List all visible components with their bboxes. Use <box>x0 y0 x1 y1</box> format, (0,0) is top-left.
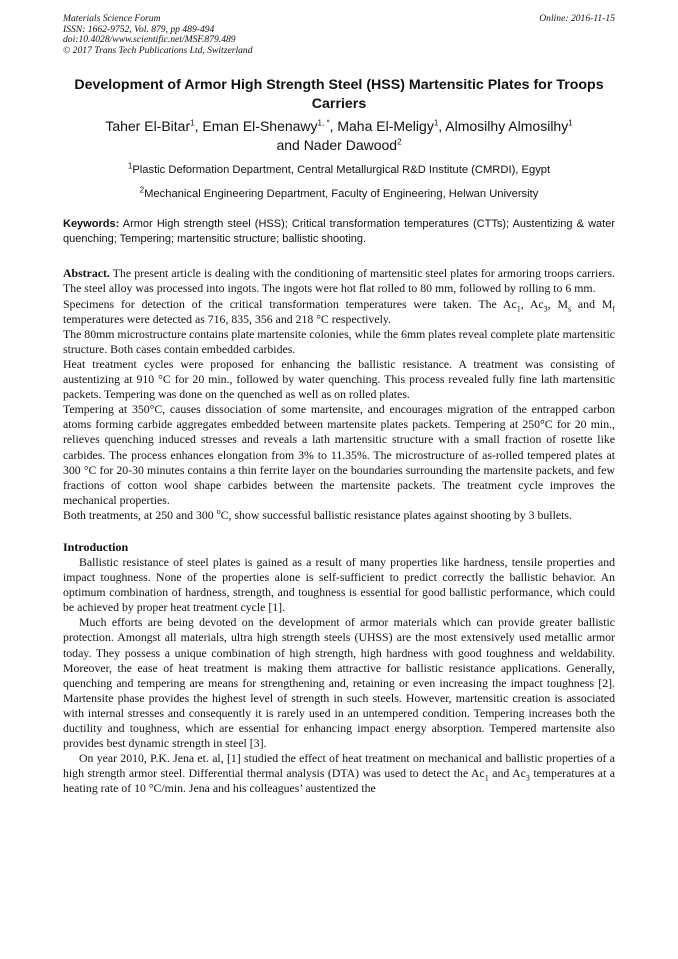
affiliation-text: Mechanical Engineering Department, Faculty of Engineering, Helwan University <box>144 188 539 201</box>
introduction-heading: Introduction <box>63 539 129 554</box>
journal-header <box>63 14 615 56</box>
author-name: Taher El-Bitar <box>105 118 191 135</box>
abstract-text: Both treatments, at 250 and 300 <box>63 507 217 522</box>
author-name: , Almosilhy Almosilhy <box>438 118 569 135</box>
subscript: 1 <box>516 303 521 313</box>
author-affiliation-mark: 1 <box>433 118 439 128</box>
keywords-label: Keywords: <box>63 218 120 231</box>
introduction-text: temperatures at a heating rate of 10 °C/min. Jena and his colleagues’ austentized the <box>63 766 615 796</box>
superscript: o <box>216 506 221 516</box>
affiliation-1 <box>63 163 615 177</box>
author-list <box>63 117 615 155</box>
introduction-paragraph <box>63 751 615 796</box>
abstract-text: temperatures were detected as 716, 835, 356 and 218 °C respectively. <box>63 311 391 326</box>
abstract-text: C, show successful ballistic resistance plates against shooting by 3 bullets. <box>220 507 572 522</box>
introduction-paragraph: Much efforts are being devoted on the development of armor materials which can provide greater ballistic protection. Amongst all materials, ultra high strength steels (UHSS) are the most extensively used metallic armor today. They possess a unique combination of high strength, high hardness with good toughness and weldability. Moreover, the ease of heat treatment is making them attractive for ballistic resistance applications. Generally, quenching and tempering are means for strengthening and, retaining or even increasing the impact toughness [2]. Martensite phase provides the highest level of strength in such steels. However, martensitic creation is associated with internal stresses and consequently it is rarely used in an untempered condition. Tempering increases both the ductility and toughness, which are essential for enhancing impact energy absorption. Tempered martensite also provides best dynamic strength in steel [3]. <box>63 615 615 751</box>
abstract-text: , M <box>547 296 568 311</box>
keywords-text: Armor High strength steel (HSS); Critical transformation temperatures (CTTs); Austentizing & water quenching; Tempering; martensitic structure; ballistic shooting. <box>63 218 615 246</box>
abstract-paragraph <box>63 297 615 327</box>
paper-page <box>63 14 615 796</box>
author-affiliation-mark: 1 <box>190 118 195 128</box>
abstract-paragraph <box>63 266 615 296</box>
abstract-paragraph: The 80mm microstructure contains plate martensite colonies, while the 6mm plates reveal complete plate martensitic structure. Both cases contain embedded carbides. <box>63 326 615 356</box>
subscript: 3 <box>543 303 548 313</box>
journal-name: Materials Science Forum <box>63 13 161 24</box>
author-affiliation-mark: 1 <box>568 118 573 128</box>
copyright-line: © 2017 Trans Tech Publications Ltd, Switzerland <box>63 44 253 56</box>
subscript: s <box>567 303 572 313</box>
author-affiliation-mark: 1, * <box>317 118 330 128</box>
subscript: 1 <box>484 773 489 783</box>
introduction-text: On year 2010, P.K. Jena et. al, [1] studied the effect of heat treatment on mechanical and ballistic properties of a high strength armor steel. Differential thermal analysis (DTA) was used to detect the Ac <box>63 751 615 781</box>
subscript: f <box>612 303 615 313</box>
doi-line[interactable]: doi:10.4028/www.scientific.net/MSF.879.489 <box>63 34 236 46</box>
abstract-label: Abstract. <box>63 266 110 281</box>
online-date: Online: 2016-11-15 <box>539 13 615 24</box>
author-name: and Nader Dawood <box>276 137 398 154</box>
author-affiliation-mark: 2 <box>397 137 402 147</box>
subscript: 3 <box>525 773 530 783</box>
issn-line: ISSN: 1662-9752, Vol. 879, pp 489-494 <box>63 23 215 35</box>
author-name: , Eman El-Shenawy <box>194 118 318 135</box>
abstract-text: and M <box>571 296 613 311</box>
author-name: , Maha El-Meligy <box>329 118 434 135</box>
abstract-text: , Ac <box>520 296 544 311</box>
abstract <box>63 266 615 523</box>
keywords <box>63 217 615 247</box>
abstract-paragraph: Heat treatment cycles were proposed for enhancing the ballistic resistance. A treatment was consisting of austentizing at 910 °C for 20 min., followed by water quenching. This process revealed fully fine lath martensitic packets. Tempering was done on the quenched as well as on rolled plates. <box>63 356 615 402</box>
introduction-paragraph: Ballistic resistance of steel plates is gained as a result of many properties like hardness, tensile properties and impact toughness. None of the properties alone is self-sufficient to predict correctly the ballistic behavior. An optimum combination of hardness, strength, and toughness is essential for good ballistic performance, which could be achieved by proper heat treatment cycle [1]. <box>63 554 615 615</box>
affiliation-text: Plastic Deformation Department, Central Metallurgical R&D Institute (CMRDI), Egypt <box>132 164 551 177</box>
affiliation-2 <box>63 187 615 201</box>
abstract-paragraph: Tempering at 350°C, causes dissociation of some martensite, and encourages migration of the entrapped carbon atoms forming carbide aggregates embedded between martensite plates packets. Tempering at 250°C for 20 min., relieves quenching induced stresses and reveals a lath martensitic structure with a small fraction of rosette like carbides. The process enhances elongation from 3% to 11.35%. The microstructure of as-rolled tempered plates at 300 °C for 20-30 minutes contains a thin ferrite layer on the boundaries surrounding the martensite packets, and few fractions of cotton wool shape carbides between the martensite packets. The treatment cycle improves the mechanical properties. <box>63 402 615 507</box>
affiliation-mark: 1 <box>127 161 133 171</box>
abstract-paragraph <box>63 508 615 523</box>
abstract-text: The present article is dealing with the conditioning of martensitic steel plates for armoring troops carriers. The steel alloy was processed into ingots. The ingots were hot flat rolled to 80 mm, followed by rolling to 6 mm. <box>63 266 615 296</box>
abstract-text: Specimens for detection of the critical transformation temperatures were taken. The Ac <box>63 296 517 311</box>
introduction-text: and Ac <box>488 766 526 781</box>
affiliation-mark: 2 <box>139 185 145 195</box>
paper-title: Development of Armor High Strength Steel (HSS) Martensitic Plates for Troops Carriers <box>74 77 604 113</box>
introduction-body <box>63 555 615 797</box>
